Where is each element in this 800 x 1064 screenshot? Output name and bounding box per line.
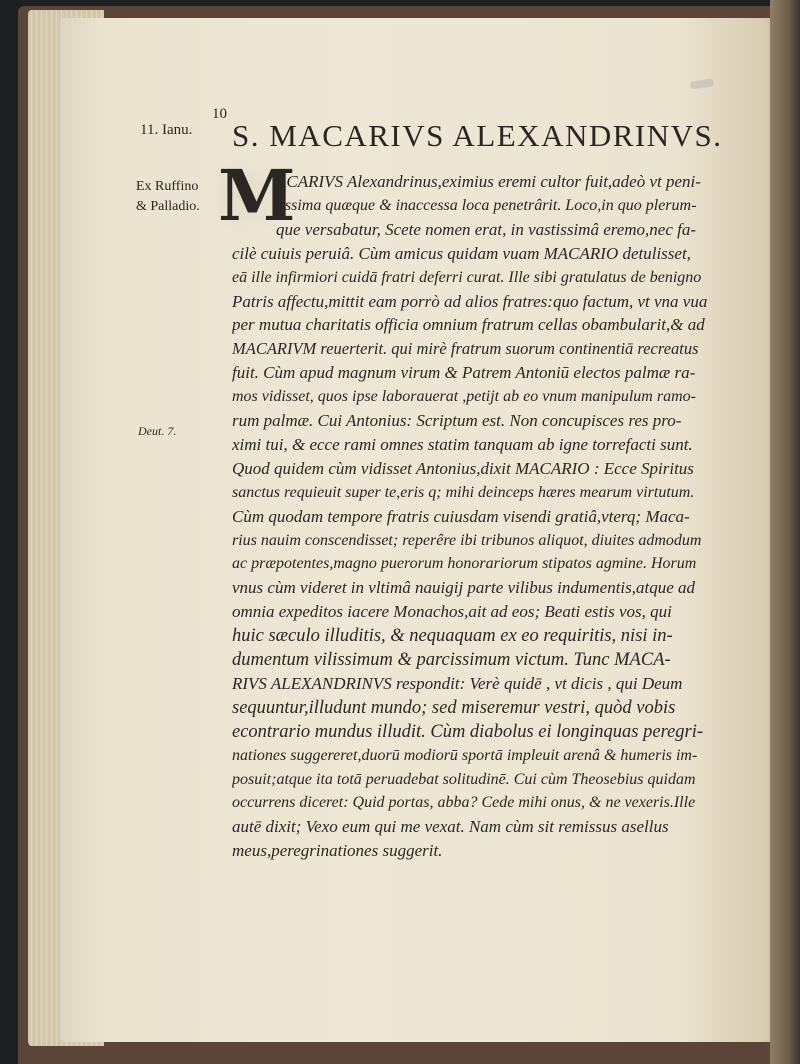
- body-line: rum palmæ. Cui Antonius: Scriptum est. Non concupisces res pro-: [232, 411, 682, 430]
- body-line: per mutua charitatis officia omnium fratrum cellas obambularit,& ad: [232, 315, 705, 335]
- page-title: S. MACARIVS ALEXANDRINVS.: [232, 118, 723, 153]
- body-line: MACARIVM reuerterit. qui mirè fratrum suorum continentiā recreatus: [232, 339, 699, 359]
- body-line: tissima quæque & inaccessa loca penetrârit. Loco,in quo plerum-: [276, 196, 697, 214]
- body-line: ac præpotentes,magno puerorum honorariorum stipatos agmine. Horum: [232, 555, 697, 573]
- source-note-line-2: & Palladio.: [136, 199, 200, 214]
- body-line: posuit;atque ita totā peruadebat solitudinē. Cui cùm Theosebius quidam: [232, 770, 696, 788]
- drop-cap: M: [218, 154, 296, 237]
- body-line: rius nauim conscendisset; reperêre ibi tribunos aliquot, diuites admodum: [232, 531, 702, 549]
- body-line: sanctus requieuit super te,eris q; mihi deinceps hæres mearum virtutum.: [232, 483, 695, 501]
- page-number: 10: [212, 106, 227, 122]
- body-line: eā ille infirmiori cuidā fratri deferri curat. Ille sibi gratulatus de benigno: [232, 268, 702, 286]
- body-line: cilè cuiuis peruiâ. Cùm amicus quidam vuam MACARIO detulisset,: [232, 243, 691, 263]
- body-line: Patris affectu,mittit eam porrò ad alios fratres:quo factum, vt vna vua: [232, 291, 708, 311]
- body-line: meus,peregrinationes suggerit.: [232, 841, 443, 861]
- body-line: que versabatur, Scete nomen erat, in vastissimâ eremo,nec fa-: [276, 219, 697, 239]
- scripture-margin-note: Deut. 7.: [138, 424, 177, 438]
- body-line: ACARIVS Alexandrinus,eximius eremi cultor fuit,adeò vt peni-: [276, 172, 701, 191]
- body-line: huic sæculo illuditis, & nequaquam ex eo requiritis, nisi in-: [232, 626, 673, 647]
- body-line: Quod quidem cùm vidisset Antonius,dixit MACARIO : Ecce Spiritus: [232, 458, 694, 478]
- body-line: omnia expeditos iacere Monachos,ait ad eos; Beati estis vos, qui: [232, 602, 672, 622]
- body-line: dumentum vilissimum & parcissimum victum. Tunc MACA-: [232, 650, 671, 670]
- body-line: autē dixit; Vexo eum qui me vexat. Nam cùm sit remissus asellus: [232, 817, 669, 837]
- body-line: Cùm quodam tempore fratris cuiusdam visendi gratiâ,vterq; Maca-: [232, 506, 690, 526]
- body-line: sequuntur,illudunt mundo; sed miseremur vestri, quòd vobis: [232, 697, 676, 718]
- body-line: mos vidisset, quos ipse laborauerat ,petijt ab eo vnum manipulum ramo-: [232, 388, 696, 406]
- facing-page-edge: [770, 0, 800, 1064]
- source-margin-note: [136, 177, 216, 217]
- date-margin-note: 11. Ianu.: [140, 122, 193, 138]
- source-note-line-1: Ex Ruffino: [136, 179, 199, 194]
- body-line: nationes suggereret,duorū modiorū sportā impleuit arenâ & humeris im-: [232, 746, 698, 764]
- body-line: ximi tui, & ecce rami omnes statim tanquam ab igne torrefacti sunt.: [232, 434, 693, 454]
- body-line: econtrario mundus illudit. Cùm diabolus ei longinquas peregri-: [232, 721, 704, 742]
- body-line: vnus cùm videret in vltimâ nauigij parte vilibus indumentis,atque ad: [232, 578, 696, 598]
- body-line: fuit. Cùm apud magnum virum & Patrem Antoniū electos palmæ ra-: [232, 363, 696, 383]
- body-line: RIVS ALEXANDRINVS respondit: Verè quidē , vt dicis , qui Deum: [232, 673, 683, 693]
- body-line: occurrens diceret: Quid portas, abba? Cede mihi onus, & ne vexeris.Ille: [232, 794, 696, 812]
